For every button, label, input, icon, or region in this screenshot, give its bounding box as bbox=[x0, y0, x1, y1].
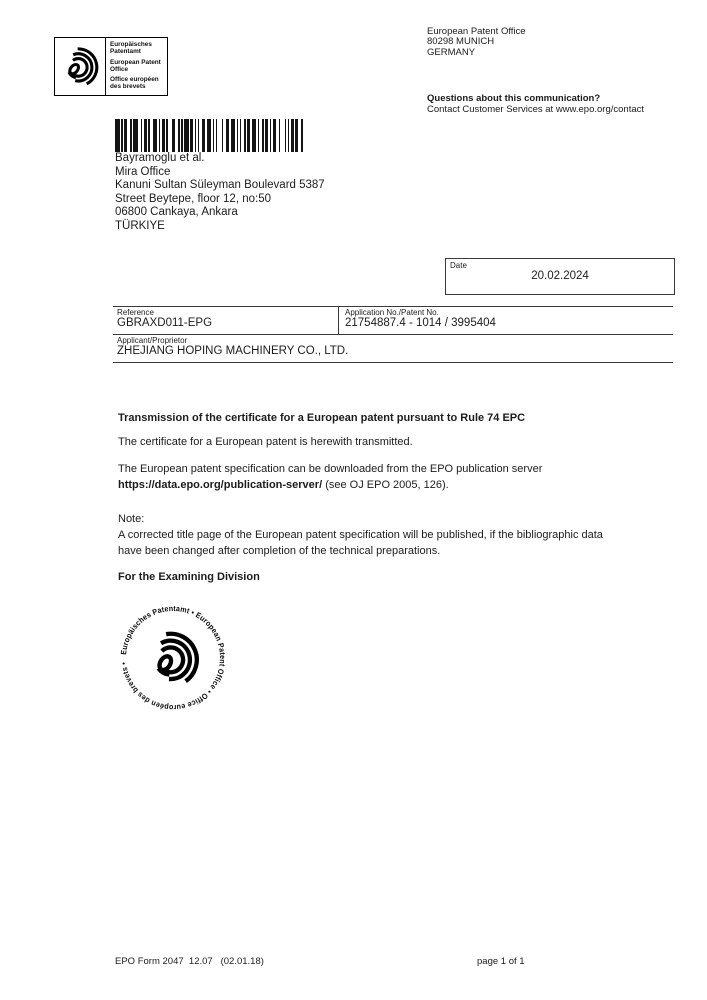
epo-logo-box bbox=[54, 37, 168, 96]
office-address bbox=[427, 27, 526, 58]
applicant-row bbox=[113, 335, 673, 362]
footer-form-id: EPO Form 2047 12.07 (02.01.18) bbox=[115, 956, 264, 967]
office-address-line: GERMANY bbox=[427, 46, 476, 58]
oj-epo-reference: (see OJ EPO 2005, 126). bbox=[322, 478, 449, 491]
recipient-line: TÜRKIYE bbox=[115, 219, 165, 232]
reference-value: GBRAXD011-EPG bbox=[117, 317, 213, 329]
subject-line: Transmission of the certificate for a European patent pursuant to Rule 74 EPC bbox=[118, 412, 526, 424]
reference-cell bbox=[113, 307, 338, 334]
questions-block bbox=[427, 93, 644, 115]
footer-page-number: page 1 of 1 bbox=[477, 956, 525, 967]
paragraph-download-line2 bbox=[118, 478, 542, 494]
date-box bbox=[445, 258, 675, 295]
logo-name-fr: Office européen des brevets bbox=[110, 76, 159, 91]
recipient-line: Bayramoglu et al. bbox=[115, 152, 205, 164]
application-value: 21754887.4 - 1014 / 3995404 bbox=[345, 317, 496, 329]
barcode bbox=[115, 119, 303, 152]
questions-contact: Contact Customer Services at www.epo.org/contact bbox=[427, 104, 645, 115]
applicant-value: ZHEJIANG HOPING MACHINERY CO., LTD. bbox=[117, 345, 349, 357]
recipient-line: Kanuni Sultan Süleyman Boulevard 5387 bbox=[115, 179, 325, 191]
paragraph-download bbox=[118, 462, 542, 493]
note-line1: A corrected title page of the European patent specification will be published, if the bibliographic data bbox=[118, 528, 603, 541]
application-cell bbox=[338, 307, 673, 334]
signoff-examining-division: For the Examining Division bbox=[118, 571, 260, 583]
application-label: Application No./Patent No. bbox=[345, 308, 439, 317]
recipient-line: Mira Office bbox=[115, 165, 171, 178]
recipient-line: 06800 Cankaya, Ankara bbox=[115, 206, 238, 218]
publication-server-url: https://data.epo.org/publication-server/ bbox=[118, 478, 323, 491]
logo-name-en: European Patent Office bbox=[110, 58, 161, 73]
epo-logo-mark-icon bbox=[55, 38, 105, 95]
office-address-line: European Patent Office bbox=[427, 26, 526, 37]
reference-table bbox=[113, 306, 673, 363]
date-value: 20.02.2024 bbox=[531, 270, 589, 282]
epo-logo-names bbox=[105, 38, 167, 95]
epo-seal-stamp bbox=[107, 592, 239, 724]
reference-label: Reference bbox=[117, 308, 154, 317]
paragraph-download-line1: The European patent specification can be downloaded from the EPO publication server bbox=[118, 463, 543, 475]
svg-text:Europäisches Patentamt • Europ bbox=[119, 604, 227, 712]
note-line2: have been changed after completion of the technical preparations. bbox=[118, 544, 441, 557]
date-label: Date bbox=[450, 261, 467, 270]
applicant-label: Applicant/Proprietor bbox=[117, 336, 188, 345]
seal-epo-mark-icon bbox=[146, 625, 205, 690]
note-block bbox=[118, 512, 603, 559]
questions-title: Questions about this communication? bbox=[427, 93, 601, 104]
office-address-line: 80298 MUNICH bbox=[427, 36, 495, 48]
recipient-address bbox=[115, 152, 325, 233]
reference-row bbox=[113, 307, 673, 335]
note-label: Note: bbox=[118, 513, 145, 525]
barcode-gap bbox=[303, 119, 304, 152]
seal-ring-text: Europäisches Patentamt • European Patent Office • Office européen des brevets • bbox=[119, 603, 228, 713]
recipient-line: Street Beytepe, floor 12, no:50 bbox=[115, 192, 271, 205]
logo-name-de: Europäisches Patentamt bbox=[110, 41, 152, 56]
paragraph-transmitted: The certificate for a European patent is herewith transmitted. bbox=[118, 436, 413, 448]
